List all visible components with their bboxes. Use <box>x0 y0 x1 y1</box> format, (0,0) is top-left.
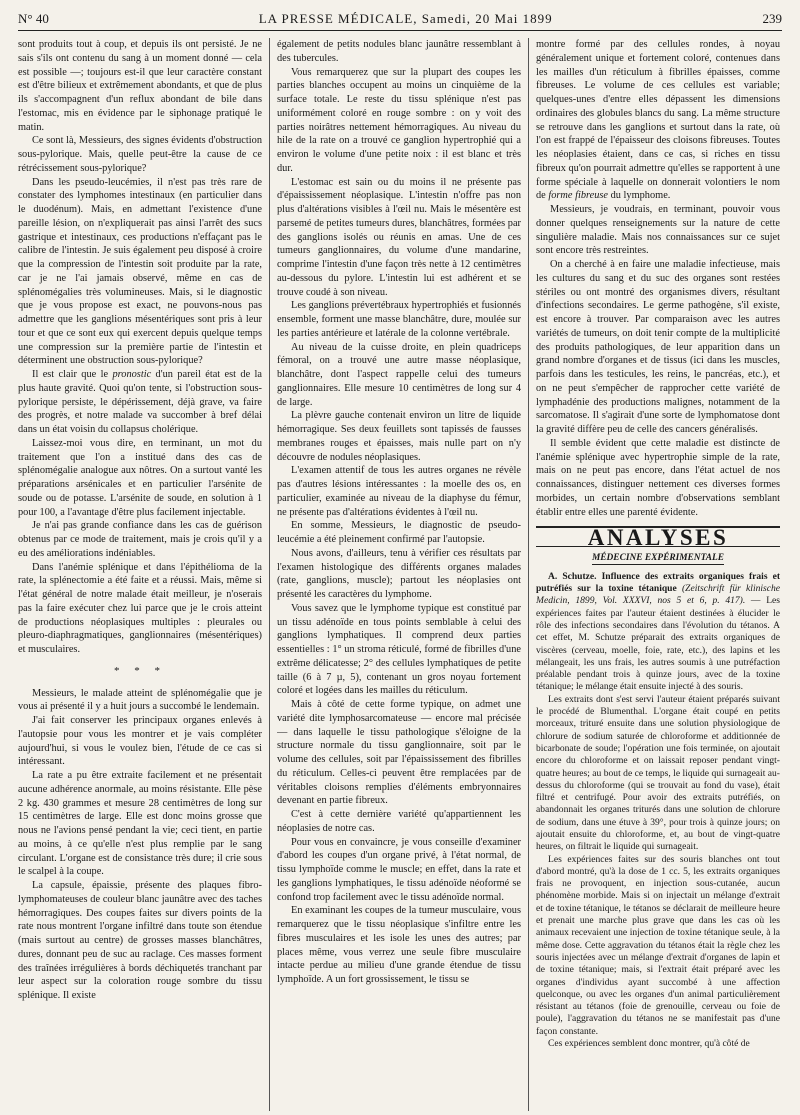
paragraph: Les expériences faites sur des souris blanches ont tout d'abord montré, qu'à la dose de 1 cc. 5, les extraits organiques frais ne provoquent, en injection sous-cutanée, aucun phénomène morbide. Mais si on injectait un mélange d'extrait et de toxine tétanique, le tétanos se déclarait de meilleure heure et prenait une marche plus grave que dans les cas où les animaux recevaient une injection de toxine tétanique seule, à la même dose. Cette aggravation du tétanos était la règle chez les souris injectées avec un mélange d'extrait d'organes de lapin et de toxine tétanique; mais, si l'extrait était préparé avec les organes d'individus ayant succombé à une affection quelconque, ou avec les organes d'un animal particulièrement résistant au tétanos (foie de grenouille, cerveau ou foie de poule), l'aggravation du tétanos ne se manifestait pas d'une façon constante. <box>536 853 780 1037</box>
section-separator: * * * <box>114 664 166 677</box>
paragraph: En examinant les coupes de la tumeur musculaire, vous remarquerez que le tissu néoplasique s'infiltre entre les fibres musculaires et les isole les unes des autres; par places même, vous verrez une seule fibre musculaire intacte perdue au milieu d'une grande étendue de tissu lymphoïde. A un fort grossissement, le tissu se <box>277 905 521 985</box>
paragraph: La rate a pu être extraite facilement et ne présentait aucune adhérence anormale, au moins résistante. Elle pèse 2 kg. 430 grammes et mesure 28 centimètres de long sur 15 centimètres de large. Elle est donc moins grosse que nous ne l'avions pensé pendant la vie; ceci tient, en partie au moins, à ce qu'elle n'est plus remplie par le sang circulant. L'organe est de consistance très dure; il crie sous le scalpel à la coupe. <box>18 770 262 878</box>
paragraph: sont produits tout à coup, et depuis ils ont persisté. Je ne sais s'ils ont contenu du sang à un moment donné — cela est possible —; toujours est-il que leur caractère constant est d'être bilieux et extrêmement abondants, et que de plus ils s'accompagnent d'un reflux abondant de bile dans l'estomac, mis en évidence par le siphonage pratiqué le matin. <box>18 39 262 133</box>
paragraph: La capsule, épaissie, présente des plaques fibro-lymphomateuses de couleur blanc jaunâtre avec des taches hémorragiques. Des coupes faites sur divers points de la rate nous montrent l'organe infiltré dans toute son étendue (mais surtout au centre) de grosses masses blanchâtres, dures, donnant peu de suc au raclage. Ces masses forment des traînées irrégulières à bords déchiquetés tranchant par leur aspect sur la coloration rouge sombre du tissu splénique. Il existe <box>18 880 262 1001</box>
paragraph: Messieurs, je voudrais, en terminant, pouvoir vous donner quelques renseignements sur la nature de cette singulière maladie. Mais nos connaissances sur ce sujet sont encore très restreintes. <box>536 204 780 257</box>
page-number: 239 <box>762 11 782 26</box>
paragraph: C'est à cette dernière variété qu'appartiennent les néoplasies de notre cas. <box>277 809 521 834</box>
article-title: Influence des extraits organiques frais et putréfiés sur la toxine tétanique <box>536 570 780 595</box>
column-rule <box>269 38 270 1111</box>
column-2 <box>277 38 521 1112</box>
paragraph: Dans les pseudo-leucémies, il n'est pas très rare de constater des lymphomes intestinaux (en particulier dans le duodénum). Mais, en admettant l'existence d'une pareille lésion, on n'expliquerait pas ainsi l'arrêt des sucs gastrique et intestinaux, ces productions n'effaçant pas le calibre de l'intestin. Je suis également peu disposé à croire que la compression de l'intestin soit produite par la rate, car je ne l'ai jamais observé, même en cas de splénomégalies très volumineuses. Mais, si le diagnostic que je vous propose est exact, ne pouvons-nous pas admettre que les ganglions mésentériques sont pris à leur tour et que ce sont eux qui exercent depuis quelque temps une compression sur la première partie de l'intestin et déterminent une obstruction sous-pylorique? <box>18 176 262 367</box>
paragraph: J'ai fait conserver les principaux organes enlevés à l'autopsie pour vous les montrer et je vais compléter aujourd'hui, si vous le voulez bien, l'étude de ce cas si intéressant. <box>18 715 262 768</box>
analyses-heading: ANALYSES <box>536 526 780 547</box>
analysis-article <box>536 571 780 1051</box>
paragraph: Dans l'anémie splénique et dans l'épithélioma de la rate, la splénectomie a été faite et a réussi. Mais, même si l'état général de notre malade était meilleur, je n'oserais pas la faire exécuter chez lui parce que je le crois atteint de productions néoplasiques multiples : pleurales ou pleuro-diaphragmatiques, ganglionnaires (mésentériques) et musculaires. <box>18 561 262 655</box>
paragraph: Les ganglions prévertébraux hypertrophiés et fusionnés ensemble, forment une masse blanchâtre, dure, moulée sur les parties antérieure et latérale de la colonne vertébrale. <box>277 300 521 339</box>
paragraph <box>18 368 262 437</box>
paragraph: Au niveau de la cuisse droite, en plein quadriceps fémoral, on a trouvé une autre masse néoplasique, blanchâtre, dont l'aspect rappelle celui des tumeurs ganglionnaires. Elle mesure 10 centimètres de long sur 4 de large. <box>277 341 521 408</box>
article-journal: (Zeitschrift für klinische Medicin, 1899, Vol. XXXVI, nos 5 et 6, p. 417). <box>536 583 780 607</box>
paragraph: Il semble évident que cette maladie est distincte de l'anémie splénique avec hypertrophie simple de la rate, mais on ne peut pas encore, dans l'état actuel de nos connaissances, distinguer nettement ces diverses formes morbides, un certain nombre d'observations semblant établir entre elles une parenté évidente. <box>536 437 780 518</box>
paragraph <box>536 38 780 203</box>
emphasis-pronostic: pronostic <box>112 369 152 380</box>
text-run: du lymphome. <box>608 190 671 202</box>
paragraph: Nous avons, d'ailleurs, tenu à vérifier ces résultats par l'examen histologique des différents organes malades (rate, ganglions, muscle); partout les néoplasies ont présenté les caractères du lymphome. <box>277 547 521 600</box>
section-heading <box>536 552 780 566</box>
paragraph: Ce sont là, Messieurs, des signes évidents d'obstruction sous-pylorique. Mais, quelle peut-être la cause de ce rétrécissement sous-pylorique? <box>18 135 262 174</box>
paragraph: Mais à côté de cette forme typique, on admet une variété dite lymphosarcomateuse — encore mal précisée — dans laquelle le tissu pathologique s'éloigne de la structure normale du tissu ganglionnaire, soit par le volume des cellules, soit par l'épaississement des fibrilles du réticulum. Celles-ci peuvent être remplacées par de véritables cloisons remplies d'éléments embryonnaires devenant en partie fibreux. <box>277 699 521 807</box>
paragraph: Messieurs, le malade atteint de splénomégalie que je vous ai présenté il y a huit jours a succombé le lendemain. <box>18 687 262 713</box>
paragraph: Ces expériences semblent donc montrer, qu'à côté de <box>548 1038 750 1050</box>
text-run: d'un pareil état est de la plus haute gravité. Quoi qu'on tente, si l'obstruction sous-pylorique persiste, le dépérissement, déjà grave, va faire des progrès, et notre malade va succomber à bref délai dans un état voisin du collapsus cholérique. <box>18 369 262 435</box>
column-3 <box>536 38 780 1112</box>
paragraph: Vous remarquerez que sur la plupart des coupes les parties blanches occupent au moins un cinquième de la surface totale. Le reste du tissu splénique n'est pas uniformément coloré en rouge sombre : on y voit des parties noirâtres nettement hémorragiques. Au niveau du hile de la rate on a trouvé ce ganglion hypertrophié qui a environ le volume d'une petite noix : il est blanc et très dur. <box>277 66 521 174</box>
paragraph: également de petits nodules blanc jaunâtre ressemblant à des tubercules. <box>277 39 521 64</box>
paragraph: En somme, Messieurs, le diagnostic de pseudo-leucémie a été pleinement confirmé par l'autopsie. <box>277 520 521 545</box>
text-run: Il est clair que le <box>32 369 113 380</box>
column-rule <box>528 38 529 1111</box>
paragraph: Laissez-moi vous dire, en terminant, un mot du traitement que l'on a institué dans des cas de splénomégalie analogue aux nôtres. On a surtout vanté les préparations arsénicales et en particulier l'arsénite de soude ou de potasse. L'arsénite de soude, en solution à 1 pour 100, a l'avantage d'être plus facilement injectable. <box>18 437 262 518</box>
paragraph <box>536 571 780 694</box>
text-run: — Les expériences faites par l'auteur étaient destinées à élucider le rôle des infections secondaires dans l'évolution du tétanos. A cet effet, M. Schutze préparait des extraits organiques de viscères (cerveau, moelle, foie, rate, etc.), des lapins et les mélangeait, les uns frais, les autres soumis à une putréfaction préalable pendant trois à quinze jours, avec de la toxine tétanique; le mélange était ensuite injecté à des souris. <box>536 595 780 693</box>
paragraph: Vous savez que le lymphome typique est constitué par un tissu adénoïde en tous points semblable à celui des ganglions lymphatiques. Il comprend deux parties essentielles : 1° un stroma réticulé, formé de fibrilles d'une extrême délicatesse; 2° des cellules lymphatiques de petite taille (6 à 7 µ, 5), contenant un gros noyau fortement coloré et logées dans les mailles du réticulum. <box>277 602 521 697</box>
section-heading-text: MÉDECINE EXPÉRIMENTALE <box>591 553 725 563</box>
column-1 <box>18 38 262 1112</box>
paragraph: Je n'ai pas grande confiance dans les cas de guérison obtenus par ce mode de traitement, mais je crois qu'il y a eu des améliorations indéniables. <box>18 520 262 559</box>
paragraph: L'examen attentif de tous les autres organes ne révèle pas d'autres lésions intéressantes : la moelle des os, en particulier, examinée au niveau de la diaphyse du fémur, ne présente pas d'altérations évidentes à l'œil nu. <box>277 465 521 518</box>
page-header <box>18 8 782 31</box>
paragraph: La plèvre gauche contenait environ un litre de liquide hémorragique. Ses deux feuillets sont tapissés de fausses membranes rouges et épaisses, mais nulle part on n'y découvre de nodules néoplasiques. <box>277 410 521 463</box>
emphasis-forme-fibreuse: forme fibreuse <box>548 190 609 202</box>
journal-title: LA PRESSE MÉDICALE, Samedi, 20 Mai 1899 <box>258 11 553 26</box>
article-author: A. Schutze. <box>548 570 597 582</box>
text-run: montre formé par des cellules rondes, à noyau généralement unique et fortement coloré, contenues dans les mailles d'un réticulum à fibrilles épaisses, comme fibreuses. Le volume de ces cellules est variable; quelques-unes d'entre elles dépassent les dimensions ordinaires des globules blancs du sang. La même structure se retrouve dans les ganglions et surtout dans la rate, où l'on est frappé de l'épaisseur des cloisons fibreuses. Toutes les néoplasies étaient, dans ce cas, si riches en tissu fibreux qu'on pourrait admettre qu'elles se rapportent à une forme spéciale à laquelle on donnerait volontiers le nom de <box>536 39 780 202</box>
paragraph: Pour vous en convaincre, je vous conseille d'examiner d'abord les coupes d'un organe privé, à l'état normal, de tissu lymphoïde comme le muscle; en effet, dans la rate et les ganglions lymphatiques, le tissu adénoïde néoformé se confond trop facilement avec le tissu adénoïde normal. <box>277 836 521 903</box>
paragraph: On a cherché à en faire une maladie infectieuse, mais les cultures du sang et du suc des organes sont restées stériles ou ont montré des organismes divers, résultant d'infections secondaires. Le germe pathogène, s'il existe, est encore à trouver. Par comparaison avec les autres variétés de tumeurs, on doit tenir compte de la multiplicité des produits pathologiques, de leur apparition dans un grand nombre d'organes et de tissus (ici dans les muscles, parfois dans les testicules, les reins, le pancréas, etc.), et on ne peut s'empêcher de rapprocher cette variété de lymphadénie des productions malignes, notamment de la sarcomatose. Il s'agirait d'une sorte de lymphomatose dont la gravité diffère peu de celle des cancers généralisés. <box>536 259 780 435</box>
paragraph: Les extraits dont s'est servi l'auteur étaient préparés suivant le procédé de Blumenthal. L'organe était coupé en petits morceaux, trituré ensuite dans une solution physiologique de chlorure de sodium saturée de chloroforme et additionnée de bicarbonate de soude; l'opération une fois terminée, on ajoutait encore du chloroforme et on laissait reposer pendant vingt-quatre heures; au bout de ce temps, le liquide qui surnageait au-dessus du chloroforme (qui se trouvait au fond du vase), était filtré et centrifugé. Pour avoir des extraits putréfiés, on abandonnait les organes triturés dans une solution de chlorure de sodium, dans une étuve à 39°, pour trois à quinze jours; on ajoutait ensuite du chloroforme, et, au bout de vingt-quatre heures, on filtrait le liquide qui surnageait. <box>536 693 780 853</box>
issue-number: N° 40 <box>18 11 49 26</box>
paragraph: L'estomac est sain ou du moins il ne présente pas d'épaississement néoplasique. L'intestin n'offre pas non plus d'altérations visibles à l'œil nu. Mais le mésentère est parsemé de petites tumeurs dures, blanchâtres, formées par des ganglions isolés ou réunis en amas. Une de ces tumeurs ganglionnaires, du volume d'une mandarine, comprime l'intestin d'une façon très nette à 12 centimètres au-dessous du pylore. L'intestin lui est adhérent et se trouve coudé à son niveau. <box>277 176 521 298</box>
